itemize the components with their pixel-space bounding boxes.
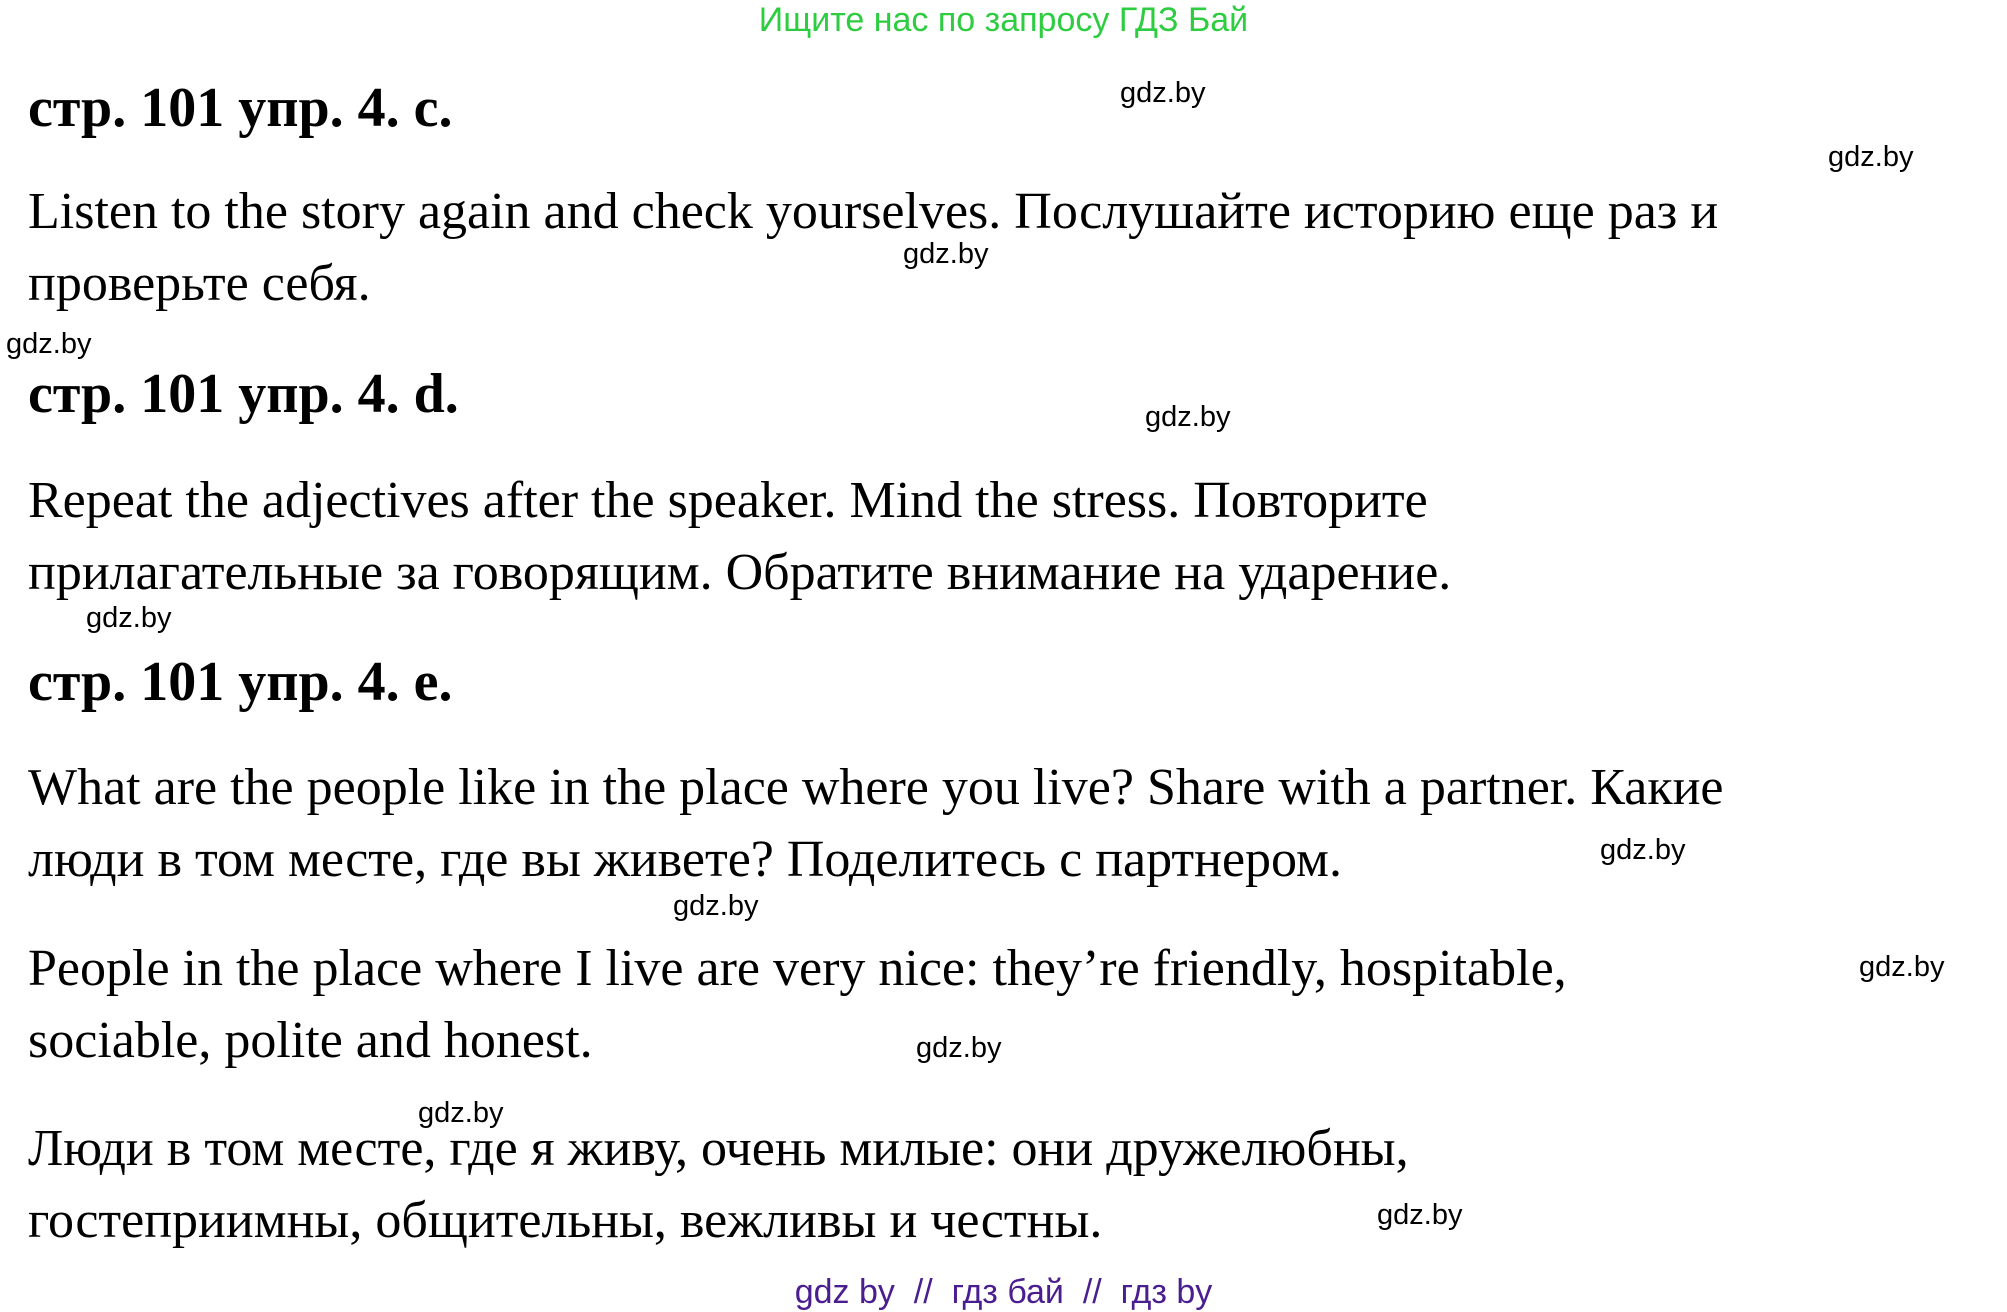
paragraph-line: гостеприимны, общительны, вежливы и честны. xyxy=(28,1192,1103,1249)
top-banner: Ищите нас по запросу ГДЗ Бай xyxy=(758,1,1249,39)
watermark: gdz.by xyxy=(1600,834,1686,866)
section-heading-d: стр. 101 упр. 4. d. xyxy=(28,363,459,425)
watermark: gdz.by xyxy=(86,602,172,634)
paragraph-line: проверьте себя. xyxy=(28,255,371,312)
watermark: gdz.by xyxy=(1120,77,1206,109)
section-heading-c: стр. 101 упр. 4. c. xyxy=(28,77,453,139)
watermark: gdz.by xyxy=(903,238,989,270)
watermark: gdz.by xyxy=(1828,141,1914,173)
paragraph-line: Listen to the story again and check yourselves. Послушайте историю еще раз и xyxy=(28,183,1719,240)
paragraph-line: What are the people like in the place where you live? Share with a partner. Какие xyxy=(28,759,1724,816)
paragraph-line: Repeat the adjectives after the speaker. Mind the stress. Повторите xyxy=(28,472,1428,529)
section-c-paragraph xyxy=(28,176,1988,320)
paragraph-line: прилагательные за говорящим. Обратите внимание на ударение. xyxy=(28,544,1452,601)
section-heading-e: стр. 101 упр. 4. e. xyxy=(28,651,453,713)
watermark: gdz.by xyxy=(916,1032,1002,1064)
watermark: gdz.by xyxy=(418,1097,504,1129)
footer-links: gdz by // гдз бай // гдз by xyxy=(794,1273,1213,1311)
watermark: gdz.by xyxy=(1859,951,1945,983)
section-e-answer-russian xyxy=(28,1113,1988,1257)
watermark: gdz.by xyxy=(1145,401,1231,433)
section-d-paragraph xyxy=(28,465,1988,609)
paragraph-line: Люди в том месте, где я живу, очень милые: они дружелюбны, xyxy=(28,1120,1409,1177)
paragraph-line: People in the place where I live are very nice: they’re friendly, hospitable, xyxy=(28,940,1567,997)
paragraph-line: люди в том месте, где вы живете? Поделитесь с партнером. xyxy=(28,831,1342,888)
watermark: gdz.by xyxy=(673,890,759,922)
watermark: gdz.by xyxy=(6,328,92,360)
watermark: gdz.by xyxy=(1377,1199,1463,1231)
paragraph-line: sociable, polite and honest. xyxy=(28,1012,593,1069)
section-e-answer-english xyxy=(28,933,1988,1077)
section-e-question xyxy=(28,752,1988,896)
